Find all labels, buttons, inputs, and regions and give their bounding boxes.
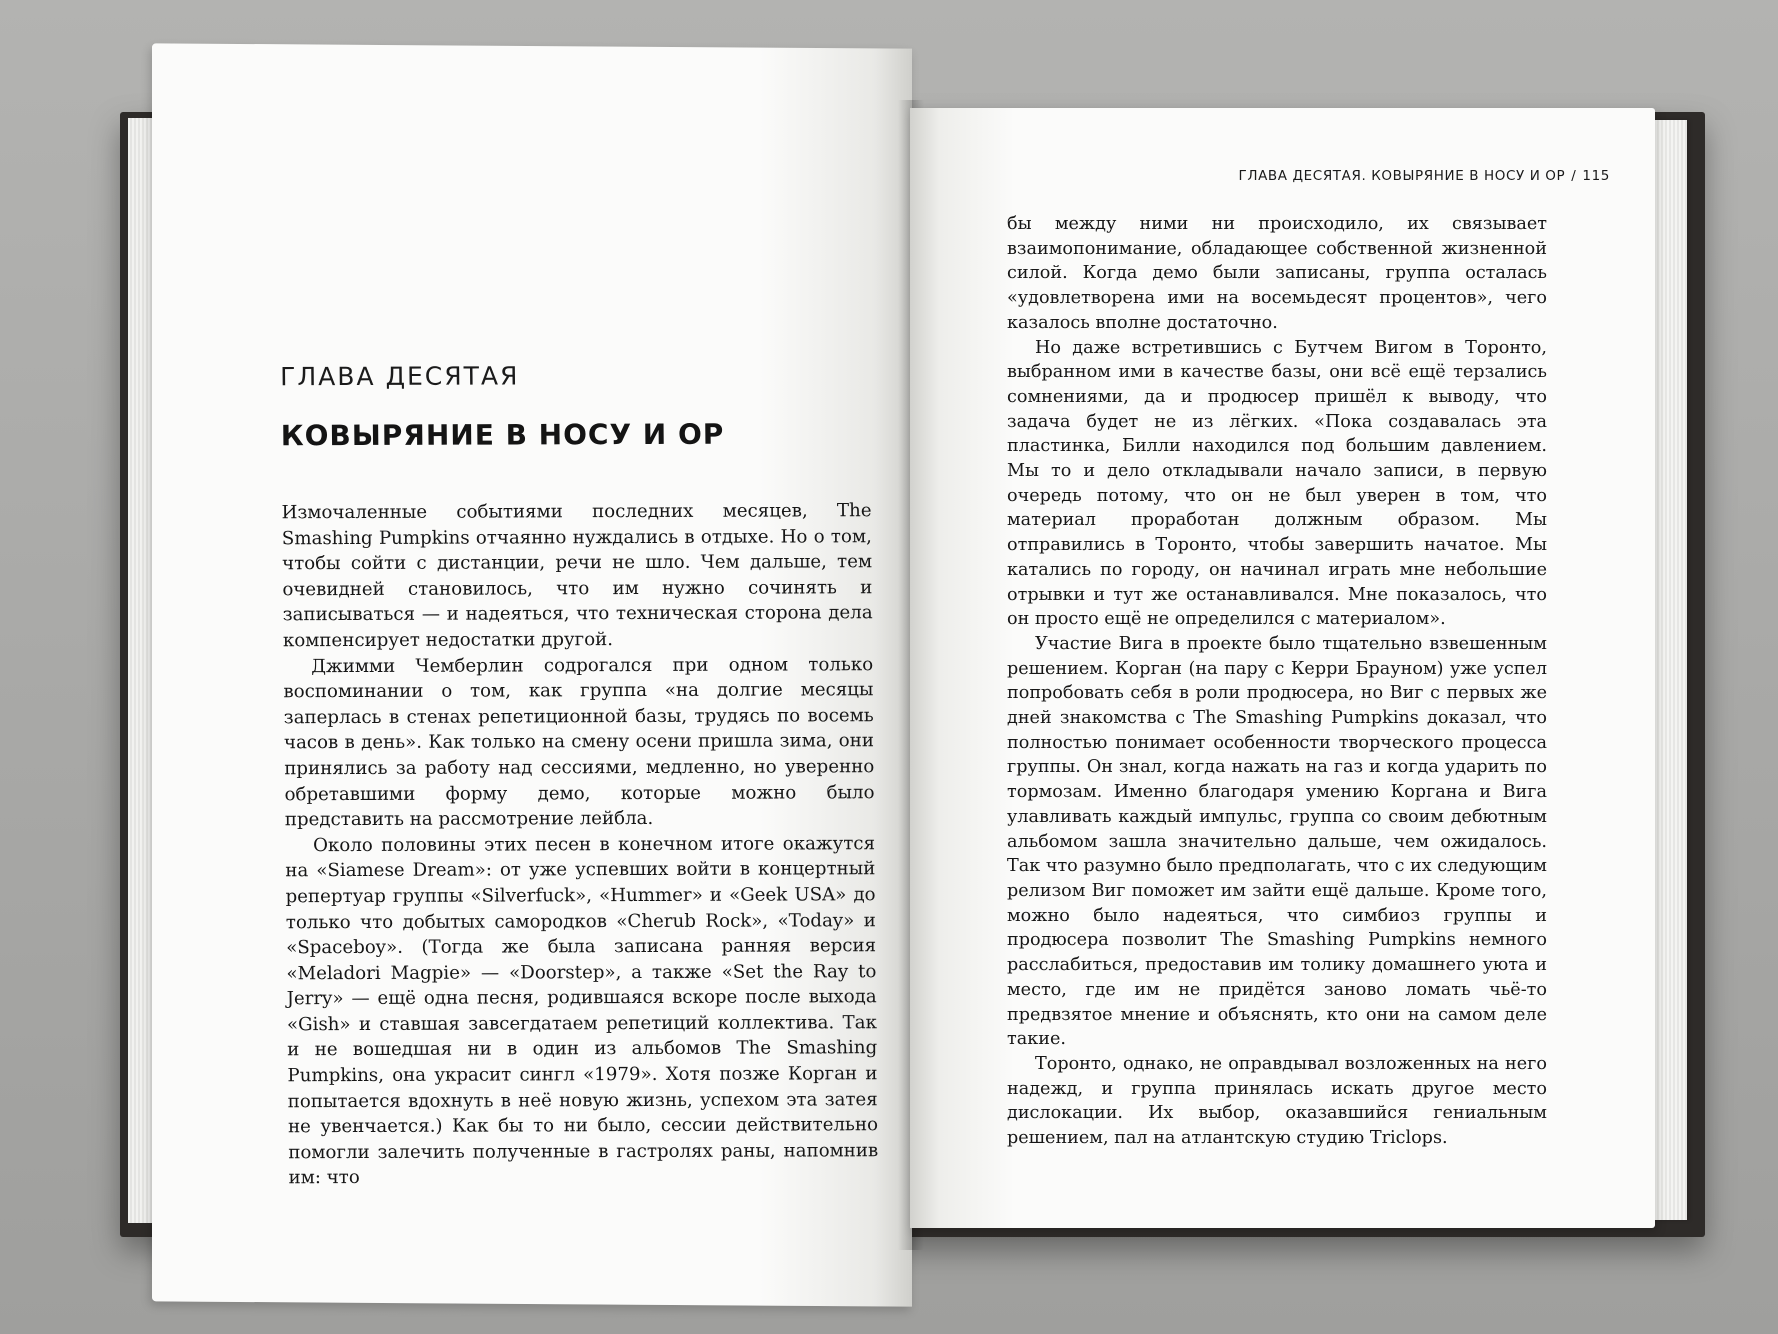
page-edges-right	[1655, 120, 1687, 1220]
paragraph: Измочаленные событиями последних месяцев, The Smashing Pumpkins отчаянно нуждались в отдыхе. Но о том, чтобы сойти с дистанции, речи не шло. Чем дальше, тем очевидней становилось, что им нужно сочинять и записываться — и надеяться, что техническая сторона дела компенсирует недостатки другой.	[281, 500, 873, 652]
right-page	[910, 108, 1655, 1228]
running-head-separator: /	[1571, 168, 1577, 184]
paragraph: Торонто, однако, не оправдывал возложенных на него надежд, и группа принялась искать другое место дислокации. Их выбор, оказавшийся гениальным решением, пал на атлантскую студию Triclops.	[1007, 1053, 1547, 1149]
left-page-content	[280, 360, 879, 1191]
left-body-text	[281, 498, 878, 1191]
right-body-text	[1007, 212, 1547, 1151]
left-page	[152, 43, 912, 1306]
paragraph: Но даже встретившись с Бутчем Вигом в Торонто, выбранном ими в качестве базы, они всё ещё терзались сомнениями, да и продюсер пришёл к выводу, что задача будет не из лёгких. «Пока создавалась эта пластинка, Билли находился под большим давлением. Мы то и дело откладывали начало записи, в первую очередь потому, что он не был уверен в том, что материал проработан должным образом. Мы отправились в Торонто, чтобы завершить начатое. Мы катались по городу, он начинал играть мне небольшие отрывки и тут же останавливался. Мне показалось, что он просто ещё не определился с материалом».	[1007, 337, 1547, 630]
paragraph: Джимми Чемберлин содрогался при одном только воспоминании о том, как группа «на долгие месяцы заперлась в стенах репетиционной базы, трудясь по восемь часов в день». Как только на смену осени пришла зима, они принялись за работу над сессиями, медленно, но уверенно обретавшими форму демо, которые можно было представить на рассмотрение лейбла.	[283, 653, 875, 831]
chapter-label: ГЛАВА ДЕСЯТАЯ	[280, 361, 520, 392]
paragraph: Около половины этих песен в конечном итоге окажутся на «Siamese Dream»: от уже успевших войти в концертный репертуар группы «Silverfuck», «Hummer» и «Geek USA» до только что добытых самородков «Cherub Rock», «Today» и «Spaceboy». (Тогда же была записана ранняя версия «Meladori Magpie» — «Doorstep», а также «Set the Ray to Jerry» — ещё одна песня, родившаяся вскоре после выхода «Gish» и ставшая завсегдатаем репетиций коллектива. Так и не вошедшая ни в один из альбомов The Smashing Pumpkins, она украсит сингл «1979». Хотя позже Корган и попытается вдохнуть в неё новую жизнь, успехом эта затея не увенчается.) Как бы то ни было, сессии действительно помогли залечить полученные в гастролях раны, напомнив им: что	[285, 832, 879, 1189]
chapter-title: КОВЫРЯНИЕ В НОСУ И ОР	[280, 417, 725, 453]
running-head	[1200, 168, 1610, 184]
running-head-title: ГЛАВА ДЕСЯТАЯ. КОВЫРЯНИЕ В НОСУ И ОР	[1238, 168, 1566, 184]
paragraph: бы между ними ни происходило, их связывает взаимопонимание, обладающее собственной жизненной силой. Когда демо были записаны, группа осталась «удовлетворена ими на восемьдесят процентов», чего казалось вполне достаточно.	[1007, 214, 1547, 333]
page-number: 115	[1582, 168, 1610, 184]
paragraph: Участие Вига в проекте было тщательно взвешенным решением. Корган (на пару с Керри Брауном) уже успел попробовать себя в роли продюсера, но Виг с первых же дней знакомства с The Smashing Pumpkins доказал, что полностью понимает особенности творческого процесса группы. Он знал, когда нажать на газ и когда ударить по тормозам. Именно благодаря умению Коргана и Вига улавливать каждый импульс, группа со своим дебютным альбомом зашла значительно дальше, чем ожидалось. Так что разумно было предполагать, что с их следующим релизом Виг поможет им зайти ещё дальше. Кроме того, можно было надеяться, что симбиоз группы и продюсера позволит The Smashing Pumpkins немного расслабиться, предоставив им толику домашнего уюта и место, где им не придётся заново ломать чьё-то предвзятое мнение и объяснять, кто они на самом деле такие.	[1007, 633, 1547, 1050]
